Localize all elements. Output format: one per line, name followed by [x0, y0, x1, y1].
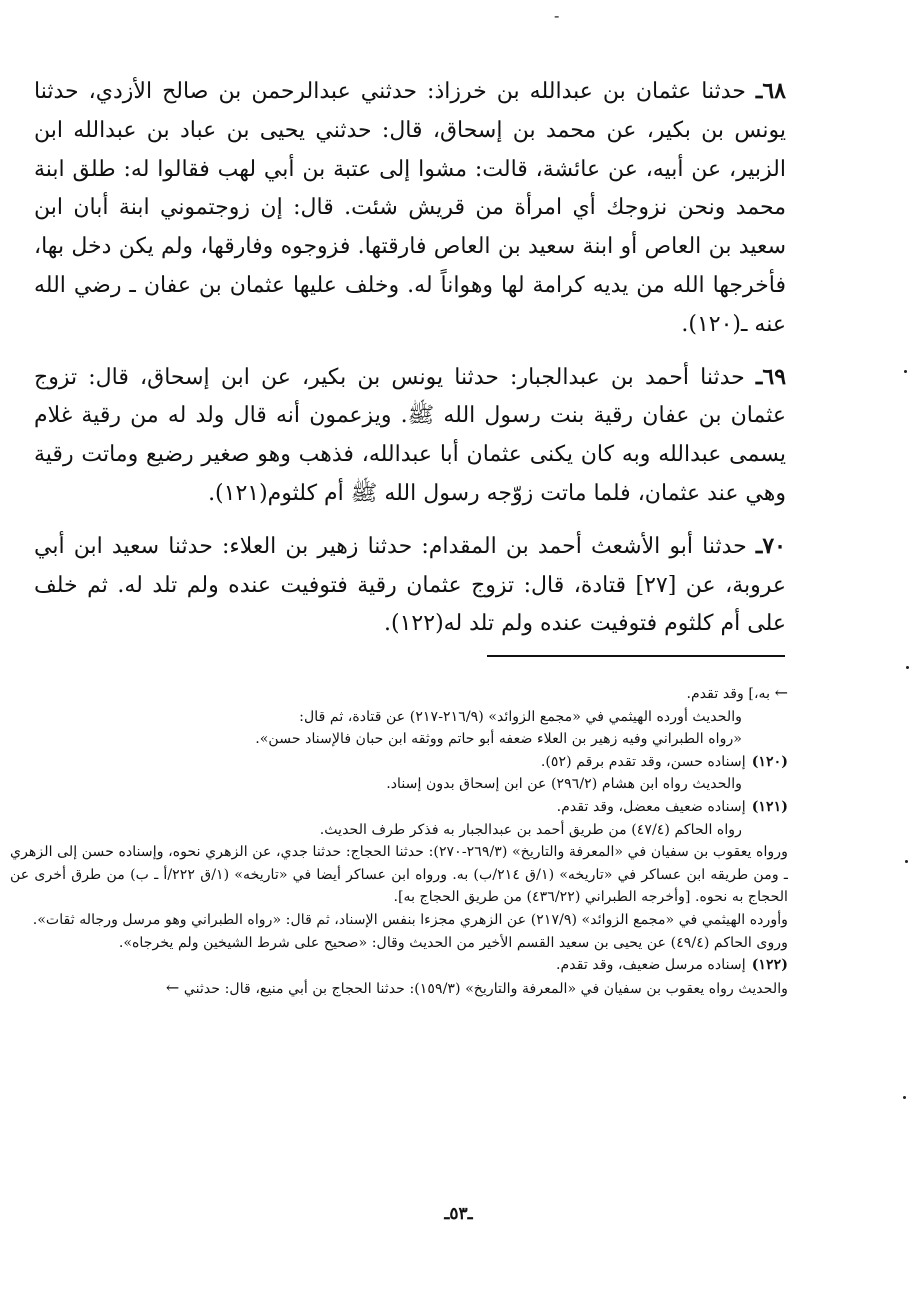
hadith-text: حدثنا أحمد بن عبدالجبار: حدثنا يونس بن بكير، عن ابن إسحاق، قال: تزوج عثمان بن عفان رقية بنت رسول الله ﷺ. ويزعمون أنه قال ولد له من رقية غلام يسمى عبدالله وبه كان يكنى عثمان أبا عبدالله، فذهب وهو صغير رضيع وماتت رقية وهي عند عثمان، فلما ماتت زوّجه رسول الله ﷺ أم كلثوم(١٢١). — [34, 364, 786, 506]
hadith-text: حدثنا عثمان بن عبدالله بن خرزاذ: حدثني عبدالرحمن بن صالح الأزدي، حدثنا يونس بن بكير، عن محمد بن إسحاق، قال: حدثني يحيى بن عباد بن عبدالله ابن الزبير، عن أبيه، عن عائشة، قالت: مشوا إلى عتبة بن أبي لهب فقالوا له: طلق ابنة محمد ونحن نزوجك أي امرأة من قريش شئت. قال: إن زوجتموني ابنة أبان ابن سعيد بن العاص أو ابنة سعيد بن العاص فارقتها. فزوجوه وفارقها، ولم يكن دخل بها، فأخرجها الله من يديه كرامة لها وهواناً له. وخلف عليها عثمان بن عفان ـ رضي الله عنه ـ(١٢٠). — [34, 79, 786, 337]
footnote-text: رواه الحاكم (٤٧/٤) من طريق أحمد بن عبدالجبار به فذكر طرف الحديث. — [319, 821, 742, 838]
footnote-carry-line: «رواه الطبراني وفيه زهير بن العلاء ضعفه أبو حاتم ووثقه ابن حبان فالإسناد حسن». — [255, 731, 742, 748]
footnote-text: وروى الحاكم (٤٩/٤) عن يحيى بن سعيد القسم الأخير من الحديث وقال: «صحيح على شرط الشيخين ولم يخرجاه». — [118, 934, 788, 951]
continuation-arrow-icon: ← — [774, 683, 788, 702]
footnote-number: (١٢١) — [751, 798, 788, 815]
scan-speck — [904, 370, 907, 373]
scan-speck — [906, 666, 909, 669]
continuation-arrow-icon: ← — [165, 977, 180, 997]
footnote-text: إسناده مرسل ضعيف، وقد تقدم. — [556, 957, 746, 974]
footnote-number: (١٢٠) — [751, 753, 788, 770]
footnote-122 — [10, 954, 788, 977]
footnote-separator — [487, 655, 785, 657]
page-number: ـ٥٣ـ — [444, 1204, 473, 1224]
footnote-carry-line: والحديث أورده الهيثمي في «مجمع الزوائد» (٢١٦/٩-٢١٧) عن قتادة، ثم قال: — [299, 708, 742, 725]
scan-speck — [903, 1096, 906, 1099]
hadith-paragraph-68 — [34, 72, 786, 345]
hadith-number: ٧٠ـ — [755, 532, 786, 559]
footnote-number: (١٢٢) — [751, 957, 788, 974]
footnote-120 — [10, 751, 788, 774]
hadith-paragraph-69 — [34, 358, 786, 514]
footnote-carry-line: ← به،] وقد تقدم. — [686, 683, 788, 702]
top-mark: - — [554, 6, 560, 25]
footnote-last-line: والحديث رواه يعقوب بن سفيان في «المعرفة والتاريخ» (١٥٩/٣): حدثنا الحجاج بن أبي منيع، قال: حدثني ← — [165, 977, 788, 997]
main-text — [34, 72, 786, 657]
footnote-text: والحديث رواه ابن هشام (٢٩٦/٢) عن ابن إسحاق بدون إسناد. — [386, 776, 742, 793]
hadith-text: حدثنا أبو الأشعث أحمد بن المقدام: حدثنا زهير بن العلاء: حدثنا سعيد ابن أبي عروبة، عن [٢٧] قتادة، قال: تزوج عثمان رقية فتوفيت عنده ولم تلد له. ثم خلف على أم كلثوم فتوفيت عنده ولم تلد له(١٢٢). — [34, 533, 787, 637]
hadith-number: ٦٩ـ — [755, 363, 787, 390]
footnote-text: إسناده ضعيف معضل، وقد تقدم. — [556, 798, 746, 815]
footnote-text: وأورده الهيثمي في «مجمع الزوائد» (٢١٧/٩) عن الزهري مجزءا بنفس الإسناد، ثم قال: «رواه الطبراني وهو مرسل ورجاله ثقات». — [32, 911, 788, 928]
footnote-text: ورواه يعقوب بن سفيان في «المعرفة والتاريخ» (٢٦٩/٣-٢٧٠): حدثنا الحجاج: حدثنا جدي، عن الزهري نحوه، وإسناده حسن إلى الزهري ـ ومن طريقه ابن عساكر في «تاريخه» (١/ق ٢١٤/ب) به. ورواه ابن عساكر أيضا في «تاريخه» (١/ق ٢٢٢/أ ـ ب) من طرق أخرى عن الحجاج به نحوه. [وأخرجه الطبراني (٤٣٦/٢٢) من طريق الحجاج به]. — [10, 844, 788, 906]
hadith-paragraph-70 — [34, 527, 786, 644]
footnote-text: إسناده حسن، وقد تقدم برقم (٥٢). — [540, 753, 746, 770]
hadith-number: ٦٨ـ — [755, 78, 786, 104]
footnote-121 — [10, 796, 788, 819]
footnotes — [10, 682, 788, 1000]
scan-speck — [905, 860, 908, 863]
